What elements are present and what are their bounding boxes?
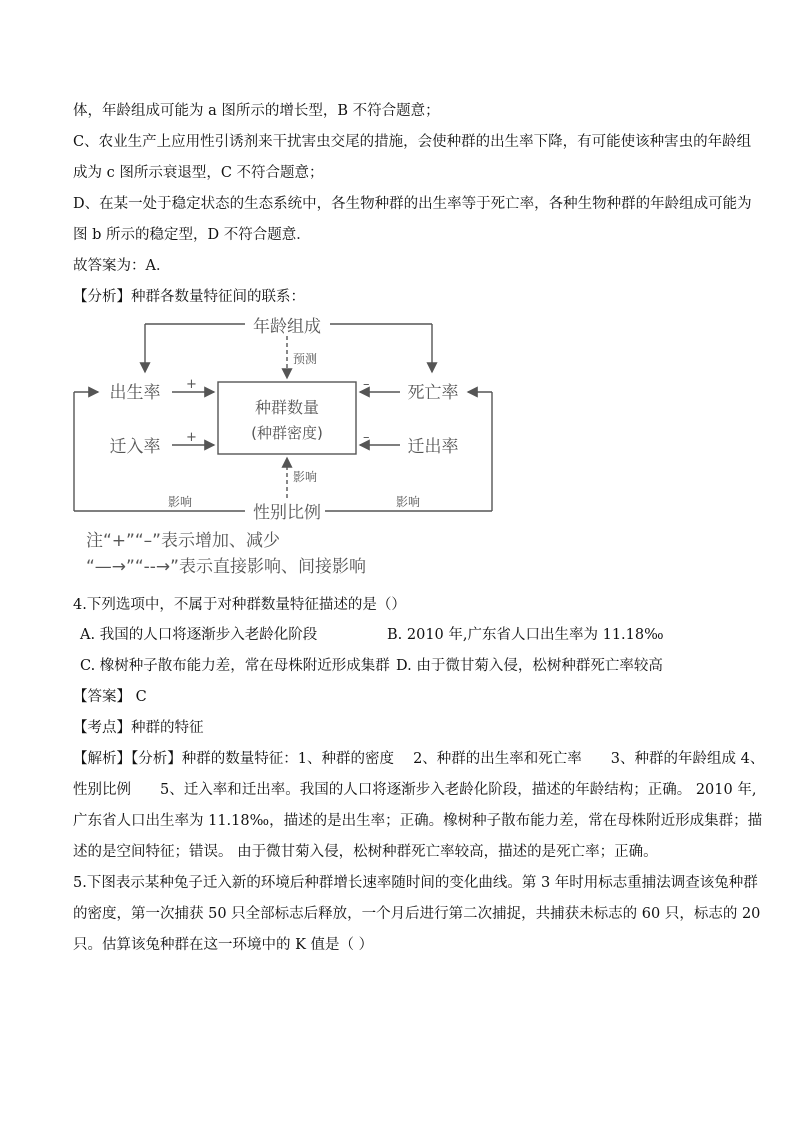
analysis-heading: 【分析】种群各数量特征间的联系：	[73, 289, 305, 305]
diagram-note-1: 注“+”“–”表示增加、减少	[86, 531, 280, 551]
analysis-line: 广东省人口出生率为 11.18‰，描述的是出生率；正确。橡树种子散布能力差，常在母株附近形成集群；描	[73, 813, 763, 829]
plus-sign: +	[186, 377, 197, 392]
minus-sign: –	[363, 430, 370, 445]
analysis-line: 性别比例 5、迁入率和迁出率。我国的人口将逐渐步入老龄化阶段，描述的年龄结构；正确。 2010 年,	[73, 782, 757, 798]
text-line: D、在某一处于稳定状态的生态系统中，各生物种群的出生率等于死亡率，各种生物种群的年龄组成可能为	[73, 196, 752, 212]
population-size-label: 种群数量	[254, 398, 320, 417]
question-5-line: 的密度，第一次捕获 50 只全部标志后释放，一个月后进行第二次捕捉，共捕获未标志的 60 只，标志的 20	[73, 906, 761, 922]
plus-sign: +	[186, 430, 197, 445]
analysis-line: 【解析】【分析】种群的数量特征：1、种群的密度 2、种群的出生率和死亡率 3、种群的年龄组成 4、	[73, 751, 765, 767]
sex-ratio-label: 性别比例	[253, 503, 321, 523]
text-line: C、农业生产上应用性引诱剂来干扰害虫交尾的措施，会使种群的出生率下降，有可能使该种害虫的年龄组	[73, 134, 752, 150]
predict-label: 预测	[293, 352, 318, 366]
text-line: 成为 c 图所示衰退型，C 不符合题意；	[73, 165, 324, 181]
minus-sign: –	[363, 377, 370, 392]
exam-point: 【考点】种群的特征	[73, 720, 204, 736]
text-line: 故答案为：A．	[73, 258, 171, 274]
question-5-line: 5.下图表示某种兔子迁入新的环境后种群增长速率随时间的变化曲线。第 3 年时用标志重捕法调查该兔种群	[73, 875, 758, 891]
option-b: B. 2010 年,广东省人口出生率为 11.18‰	[387, 627, 664, 643]
option-a: A. 我国的人口将逐渐步入老龄化阶段	[80, 627, 318, 643]
question-5-line: 只。估算该兔种群在这一环境中的 K 值是（ ）	[73, 937, 374, 953]
influence-label-right: 影响	[396, 495, 421, 509]
diagram-note-2: “—→”“--→”表示直接影响、间接影响	[86, 557, 366, 577]
answer: 【答案】 C	[73, 689, 147, 705]
population-density-label: (种群密度)	[251, 424, 323, 442]
option-c: C. 橡树种子散布能力差，常在母株附近形成集群	[80, 658, 390, 674]
death-rate-label: 死亡率	[407, 383, 459, 403]
immigration-rate-label: 迁入率	[109, 437, 161, 457]
influence-label-mid: 影响	[293, 470, 318, 484]
analysis-line: 述的是空间特征；错误。 由于微甘菊入侵，松树种群死亡率较高，描述的是死亡率；正确。	[73, 844, 658, 860]
influence-label-left: 影响	[168, 495, 193, 509]
text-line: 体，年龄组成可能为 a 图所示的增长型，B 不符合题意；	[73, 103, 440, 119]
text-line: 图 b 所示的稳定型，D 不符合题意．	[73, 227, 311, 243]
option-d: D. 由于微甘菊入侵，松树种群死亡率较高	[396, 658, 663, 674]
birth-rate-label: 出生率	[109, 383, 161, 403]
question-4-stem: 4.下列选项中，不属于对种群数量特征描述的是（）	[73, 597, 406, 613]
age-composition-label: 年龄组成	[253, 317, 321, 337]
emigration-rate-label: 迁出率	[407, 437, 459, 457]
